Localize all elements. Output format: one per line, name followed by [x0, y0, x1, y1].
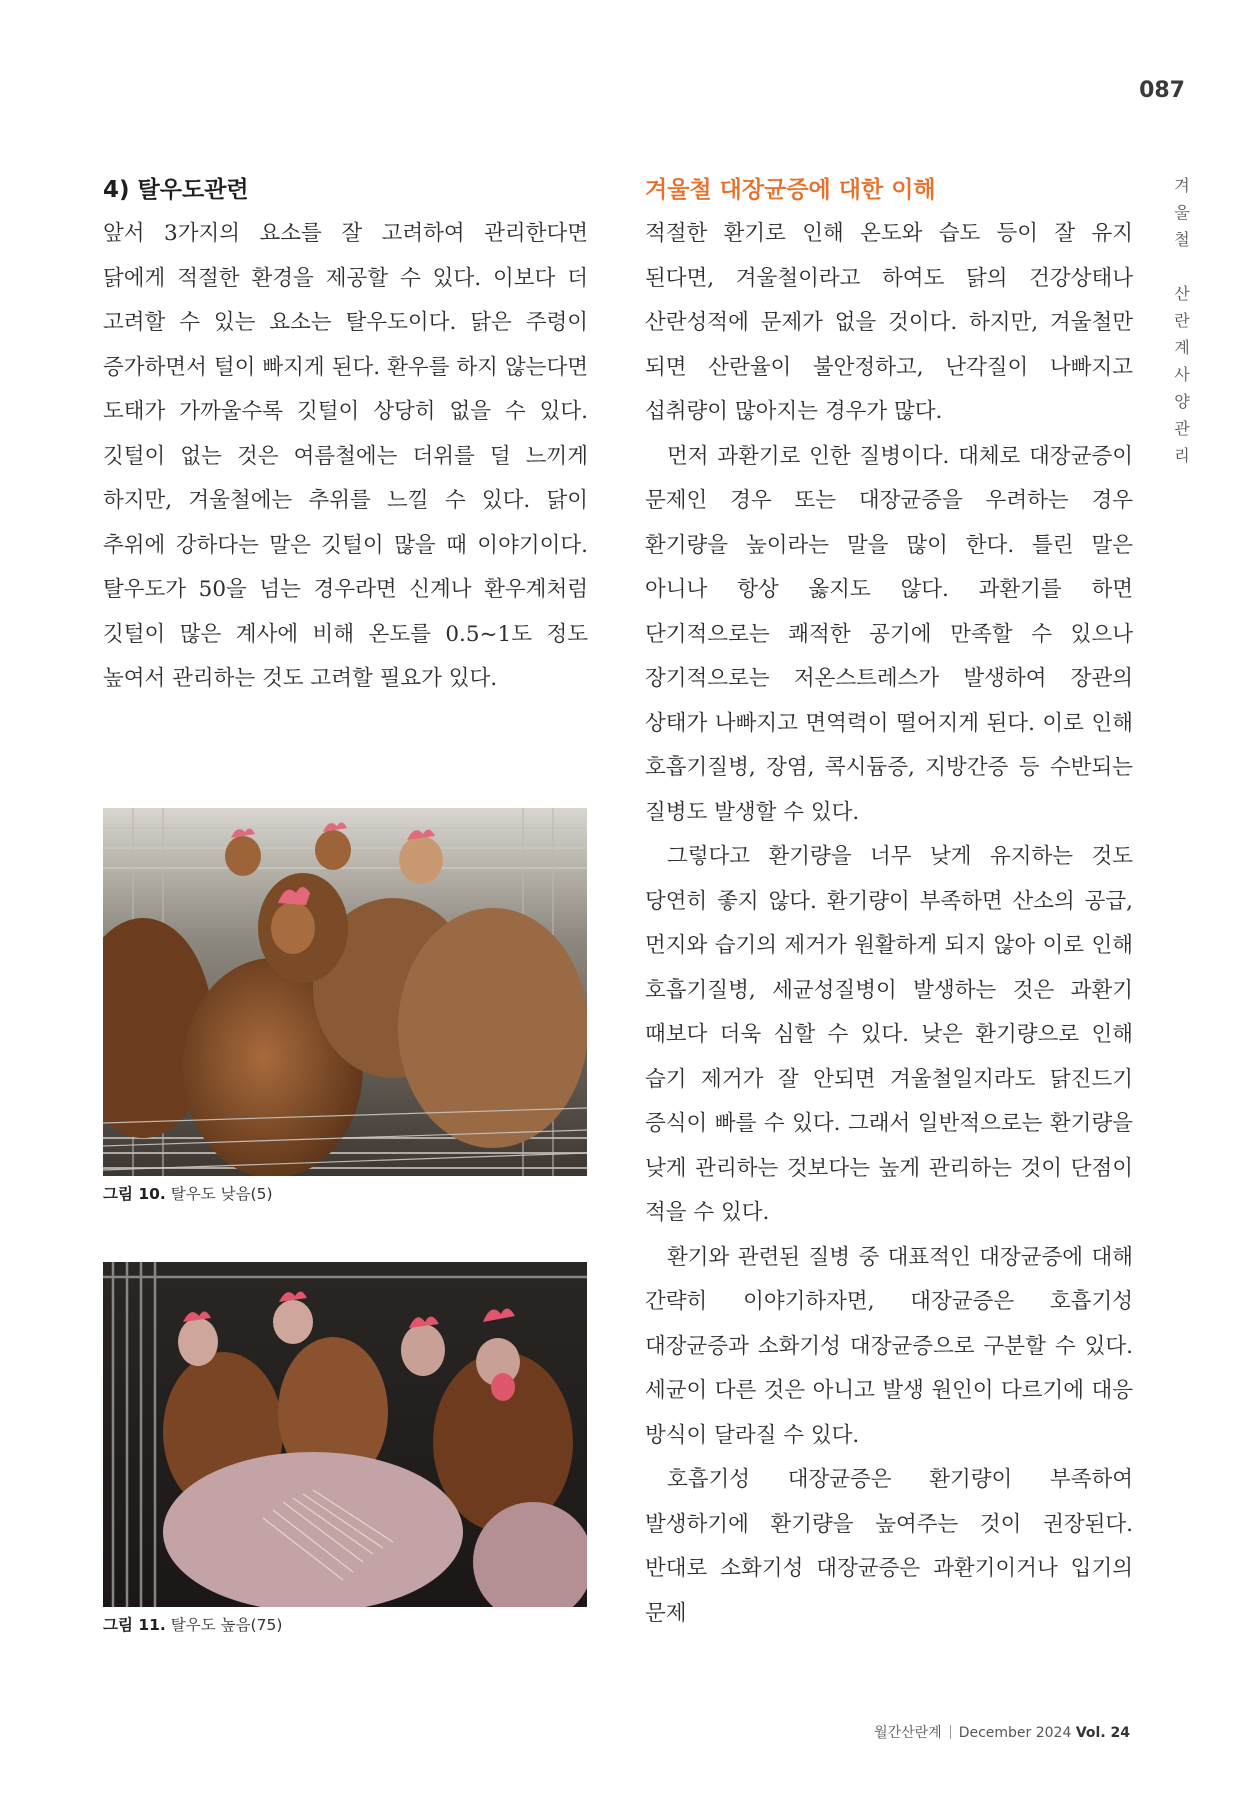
figure-11-caption — [103, 1613, 282, 1635]
figure-10-caption — [103, 1182, 273, 1204]
ecoli-paragraph-4: 환기와 관련된 질병 중 대표적인 대장균증에 대해 간략히 이야기하자면, 대장균증은 호흡기성 대장균증과 소화기성 대장균증으로 구분할 수 있다. 세균이 다른 것은 아니고 발생 원인이 다르기에 대응 방식이 달라질 수 있다. — [645, 1244, 1133, 1448]
molting-paragraph: 앞서 3가지의 요소를 잘 고려하여 관리한다면 닭에게 적절한 환경을 제공할 수 있다. 이보다 더 고려할 수 있는 요소는 탈우도이다. 닭은 주령이 증가하면서 털이 빠지게 된다. 환우를 하지 않는다면 도태가 가까울수록 깃털이 상당히 없을 수 있다. 깃털이 없는 것은 여름철에는 더위를 덜 느끼게 하지만, 겨울철에는 추위를 느낄 수 있다. 닭이 추위에 강하다는 말은 깃털이 많을 때 이야기이다. 탈우도가 50을 넘는 경우라면 신계나 환우계처럼 깃털이 많은 계사에 비해 온도를 0.5~1도 정도 높여서 관리하는 것도 고려할 필요가 있다. — [103, 221, 588, 691]
section-side-label: 겨 울 철 산 란 계 사 양 관 리 — [1174, 176, 1190, 465]
figure-11-text: 탈우도 높음(75) — [170, 1616, 283, 1634]
figure-11-label: 그림 11. — [103, 1616, 166, 1634]
ecoli-paragraph-3: 그렇다고 환기량을 너무 낮게 유지하는 것도 당연히 좋지 않다. 환기량이 부족하면 산소의 공급, 먼지와 습기의 제거가 원활하게 되지 않아 이로 인해 호흡기질병, 세균성질병이 발생하는 것은 과환기 때보다 더욱 심할 수 있다. 낮은 환기량으로 인해 습기 제거가 잘 안되면 겨울철일지라도 닭진드기 증식이 빠를 수 있다. 그래서 일반적으로는 환기량을 낮게 관리하는 것보다는 높게 관리하는 것이 단점이 적을 수 있다. — [645, 844, 1133, 1225]
figure-10-text: 탈우도 낮음(5) — [170, 1185, 273, 1203]
left-column — [103, 172, 588, 702]
ecoli-paragraph-1: 적절한 환기로 인해 온도와 습도 등이 잘 유지 된다면, 겨울철이라고 하여도 닭의 건강상태나 산란성적에 문제가 없을 것이다. 하지만, 겨울철만 되면 산란율이 불안정하고, 난각질이 나빠지고 섭취량이 많아지는 경우가 많다. — [645, 221, 1133, 424]
magazine-name: 월간산란계 — [874, 1725, 942, 1741]
page-footer — [874, 1722, 1130, 1742]
page-number: 087 — [1139, 78, 1185, 103]
ecoli-paragraph-5: 호흡기성 대장균증은 환기량이 부족하여 발생하기에 환기량을 높여주는 것이 권장된다. 반대로 소화기성 대장균증은 과환기이거나 입기의 문제 — [645, 1467, 1133, 1626]
figure-10-photo — [103, 808, 587, 1176]
ecoli-paragraph-2: 먼저 과환기로 인한 질병이다. 대체로 대장균증이 문제인 경우 또는 대장균증을 우려하는 경우 환기량을 높이라는 말을 많이 한다. 틀린 말은 아니나 항상 옳지도 않다. 과환기를 하면 단기적으로는 쾌적한 공기에 만족할 수 있으나 장기적으로는 저온스트레스가 발생하여 장관의 상태가 나빠지고 면역력이 떨어지게 된다. 이로 인해 호흡기질병, 장염, 콕시듐증, 지방간증 등 수반되는 질병도 발생할 수 있다. — [645, 443, 1133, 825]
issue-volume: Vol. 24 — [1075, 1725, 1130, 1741]
section-heading-ecoli: 겨울철 대장균증에 대한 이해 — [645, 177, 936, 203]
figure-11-photo — [103, 1262, 587, 1607]
issue-date: December 2024 — [958, 1725, 1072, 1741]
figure-10-label: 그림 10. — [103, 1185, 166, 1203]
footer-divider — [950, 1725, 951, 1739]
right-column — [645, 172, 1133, 1636]
section-heading-molting: 4) 탈우도관련 — [103, 177, 249, 203]
